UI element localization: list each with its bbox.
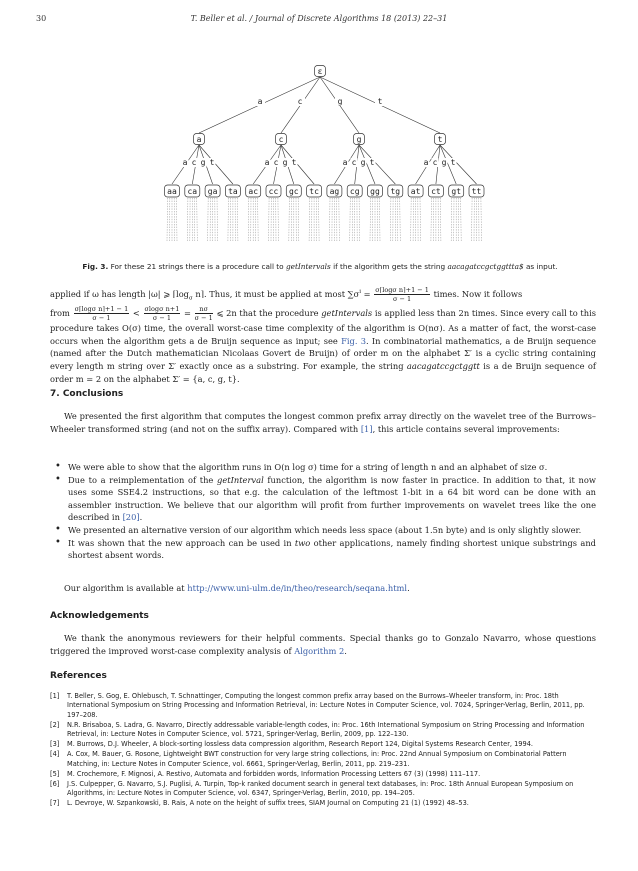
leaf-aa: aa (167, 187, 177, 196)
reference-number: [3] (50, 740, 60, 749)
node-a: a (196, 135, 202, 144)
edge-label-a: a (182, 158, 188, 167)
edge-label-a: a (257, 97, 263, 106)
leaf-gt: gt (451, 187, 462, 196)
leaf-subtree-edge (472, 198, 473, 241)
leaf-subtree-edge (390, 198, 391, 241)
list-item: • We were able to show that the algorithm runs in O(n log σ) time for a string of length n and an alphabet of size σ. (50, 461, 596, 474)
leaf-tc: tc (309, 187, 319, 196)
leaf-subtree-edge (411, 198, 412, 241)
root-node: ε (317, 67, 323, 76)
reference-text: N.R. Brisaboa, S. Ladra, G. Navarro, Directly addressable variable-length codes, in: Proc. 16th International Symposium on String Processing and Information Retrieval, in: Lecture Notes in Computer Science, vol. 5721, Springer-Verlag, Berlin, 2009, pp. 122–130. (67, 720, 585, 739)
list-item: • We presented an alternative version of our algorithm which needs less space (about 1.5n byte) and is only slightly slower. (50, 524, 596, 537)
journal-running-head: T. Beller et al. / Journal of Discrete Algorithms 18 (2013) 22–31 (190, 14, 448, 23)
reference-list (50, 692, 596, 809)
leaf-ct: ct (431, 187, 441, 196)
leaf-subtree-edge (237, 198, 238, 241)
leaf-subtree-edge (248, 198, 249, 241)
figure-caption: Fig. 3. For these 21 strings there is a procedure call to getIntervals if the algorithm gets the string aacagatccgctggttta$ as input. (82, 262, 558, 271)
leaf-ga: ga (207, 187, 218, 196)
leaf-subtree-edge (461, 198, 462, 241)
leaf-subtree-edge (176, 198, 177, 241)
leaf-tt: tt (471, 187, 482, 196)
leaf-ag: ag (329, 187, 340, 196)
reference-item (50, 799, 596, 808)
leaf-subtree-edge (298, 198, 299, 241)
reference-text: T. Beller, S. Gog, E. Ohlebusch, T. Schnattinger, Computing the longest common prefix array based on the Burrows–Wheeler transform, in: Proc. 18th International Symposium on String Processing and Information Retrieval, in: Lecture Notes in Computer Science, vol. 7024, Springer-Verlag, Berlin, 2011, pp. 197–208. (67, 692, 585, 719)
reference-text: M. Crochemore, F. Mignosi, A. Restivo, Automata and forbidden words, Information Processing Letters 67 (3) (1998) 111–117. (67, 769, 481, 778)
leaf-subtree-edge (269, 198, 270, 241)
reference-item (50, 750, 596, 769)
reference-number: [6] (50, 779, 60, 788)
reference-text: A. Cox, M. Bauer, G. Rosone, Lightweight BWT construction for very large string collections, in: Proc. 22nd Annual Symposium on Combinatorial Pattern Matching, in: Lecture Notes in Computer Science, vol. 6661, Springer-Verlag, Berlin, 2011, pp. 219–231. (67, 750, 567, 768)
page-number: 30 (36, 14, 47, 23)
edge-label-c: c (273, 158, 279, 167)
edge-label-a: a (342, 158, 348, 167)
suffix-tree-figure (0, 55, 638, 255)
leaf-subtree-edge (167, 198, 168, 241)
reference-number: [2] (50, 720, 60, 729)
reference-text: L. Devroye, W. Szpankowski, B. Rais, A note on the height of suffix trees, SIAM Journal on Computing 21 (1) (1992) 48–53. (67, 799, 469, 808)
ref-1-link[interactable]: [1] (360, 423, 373, 434)
edge-label-g: g (282, 158, 288, 167)
leaf-subtree-edge (370, 198, 371, 241)
leaf-subtree-edge (350, 198, 351, 241)
algorithm-2-link[interactable]: Algorithm 2 (294, 645, 345, 656)
leaf-ac: ac (248, 187, 259, 196)
node-t: t (437, 135, 443, 144)
edge-label-g: g (360, 158, 366, 167)
leaf-subtree-edge (289, 198, 290, 241)
edge-label-c: c (297, 97, 303, 106)
conclusions-heading: 7. Conclusions (50, 389, 124, 399)
reference-text: M. Burrows, D.J. Wheeler, A block-sorting lossless data compression algorithm, Research Report 124, Digital Systems Research Center, 1994. (67, 740, 533, 749)
availability-line: Our algorithm is available at http://www.uni-ulm.de/in/theo/research/seqana.html. (64, 583, 410, 593)
reference-text: J.S. Culpepper, G. Navarro, S.J. Puglisi, A. Turpin, Top-k ranked document search in general text databases, in: Proc. 18th Annual European Symposium on Algorithms, in: Lecture Notes in Computer Science, vol. 6347, Springer-Verlag, Berlin, 2010, pp. 194–205. (67, 779, 574, 798)
leaf-subtree-edge (339, 198, 340, 241)
acknowledgements-text: We thank the anonymous reviewers for their helpful comments. Special thanks go to Gonzalo Navarro, whose questions triggered the improved worst-case complexity analysis of Algorithm 2. (50, 633, 596, 656)
reference-item (50, 770, 596, 779)
edge-label-c: c (432, 158, 438, 167)
leaf-subtree-edge (258, 198, 259, 241)
caption-function: getIntervals (285, 262, 331, 271)
leaf-ta: ta (228, 187, 238, 196)
improvements-list (50, 461, 596, 562)
leaf-cc: cc (268, 187, 279, 196)
edge-label-a: a (264, 158, 270, 167)
reference-number: [5] (50, 769, 60, 778)
edge-label-g: g (441, 158, 447, 167)
seqana-url-link[interactable]: http://www.uni-ulm.de/in/theo/research/seqana.html (187, 583, 408, 593)
node-g: g (356, 135, 362, 144)
leaf-ca: ca (187, 187, 198, 196)
reference-item (50, 721, 596, 740)
edge-label-c: c (351, 158, 357, 167)
edge-label-t: t (209, 158, 215, 167)
leaf-subtree-edge (197, 198, 198, 241)
edge-label-t: t (450, 158, 456, 167)
fig3-link[interactable]: Fig. 3 (341, 335, 366, 346)
reference-item (50, 692, 596, 720)
leaf-subtree-edge (420, 198, 421, 241)
conclusions-intro: We presented the first algorithm that computes the longest common prefix array directly on the wavelet tree of the Burrows–Wheeler transformed string (and not on the suffix array). Compared with [1], this article contains several improvements: (50, 411, 596, 434)
ref-20-link[interactable]: [20] (122, 512, 140, 523)
leaf-subtree-edge (329, 198, 330, 241)
leaf-subtree-edge (278, 198, 279, 241)
leaf-cg: cg (349, 187, 360, 196)
complexity-paragraph: applied if ω has length |ω| ⩾ $⌈\log_\sigma$ n⌉. Thus, it must be applied at most $\sum\sigma^i$ = $\frac{\text{σ⌈logσ n⌉+1 − 1}}{\sigma - 1}$ times. Now it follows from $\frac{\text{σ⌈logσ n⌉+1 − 1}}{\sigma - 1}$ < $\frac{\text{σlogσ n+1}}{\sigma - 1}$ = $\frac{n\sigma}{\sigma - 1}$ ⩽ 2n that the procedure getIntervals is applied less than 2n times. Since every call to this procedure takes O(σ) time, the overall worst-case time complexity of the algorithm is O(nσ). As a matter of fact, the worst-case occurs when the algorithm gets a de Bruijn sequence as input; see Fig. 3. In combinatorial mathematics, a de Bruijn sequence (named after the Dutch mathematician Nicolaas Govert de Bruijn) of order m on the alphabet Σ′ is a cyclic string containing every length m string over Σ′ exactly once as a substring. For example, the string aacagatccgctggtt is a de Bruijn sequence of order m = 2 on the alphabet Σ′ = {a, c, g, t}. (50, 286, 597, 384)
leaf-subtree-edge (440, 198, 441, 241)
edge-label-a: a (423, 158, 429, 167)
leaf-subtree-edge (431, 198, 432, 241)
list-item: • Due to a reimplementation of the getInterval function, the algorithm is now faster in practice. In addition to that, it now uses some SSE4.2 instructions, so that e.g. the calculation of the leftmost 1-bit in a 64 bit word can be done with an assembler instruction. We believe that our algorithm will profit from further improvements on wavelet trees like the one described in [20]. (50, 474, 596, 524)
leaf-subtree-edge (228, 198, 229, 241)
leaf-subtree-edge (309, 198, 310, 241)
fraction: $\frac{\text{σ⌈logσ n⌉+1 − 1}}{\sigma - 1}$ (375, 286, 429, 303)
reference-item (50, 740, 596, 749)
reference-item (50, 780, 596, 799)
leaf-subtree-edge (359, 198, 360, 241)
edge-label-c: c (191, 158, 197, 167)
leaf-subtree-edge (400, 198, 401, 241)
reference-number: [1] (50, 692, 60, 700)
edge-label-t: t (291, 158, 297, 167)
edge-label-g: g (200, 158, 206, 167)
leaf-subtree-edge (217, 198, 218, 241)
leaf-at: at (410, 187, 421, 196)
leaf-gc: gc (288, 187, 299, 196)
node-c: c (278, 135, 284, 144)
list-item: • It was shown that the new approach can be used in two other applications, namely finding shortest unique substrings and shortest absent words. (50, 537, 596, 562)
leaf-subtree-edge (451, 198, 452, 241)
edge-label-t: t (377, 97, 383, 106)
leaf-gg: gg (370, 187, 380, 196)
leaf-subtree-edge (481, 198, 482, 241)
figure-label: Fig. 3. (82, 262, 109, 271)
acknowledgements-heading: Acknowledgements (50, 611, 149, 621)
edge-label-g: g (337, 97, 343, 106)
leaf-subtree-edge (319, 198, 320, 241)
leaf-tg: tg (390, 187, 401, 196)
references-heading: References (50, 671, 107, 681)
leaf-subtree-edge (208, 198, 209, 241)
edge-label-t: t (369, 158, 375, 167)
caption-string: aacagatccgctggttta$ (447, 262, 524, 271)
reference-number: [7] (50, 799, 60, 808)
leaf-subtree-edge (187, 198, 188, 241)
reference-number: [4] (50, 750, 60, 759)
leaf-subtree-edge (379, 198, 380, 241)
